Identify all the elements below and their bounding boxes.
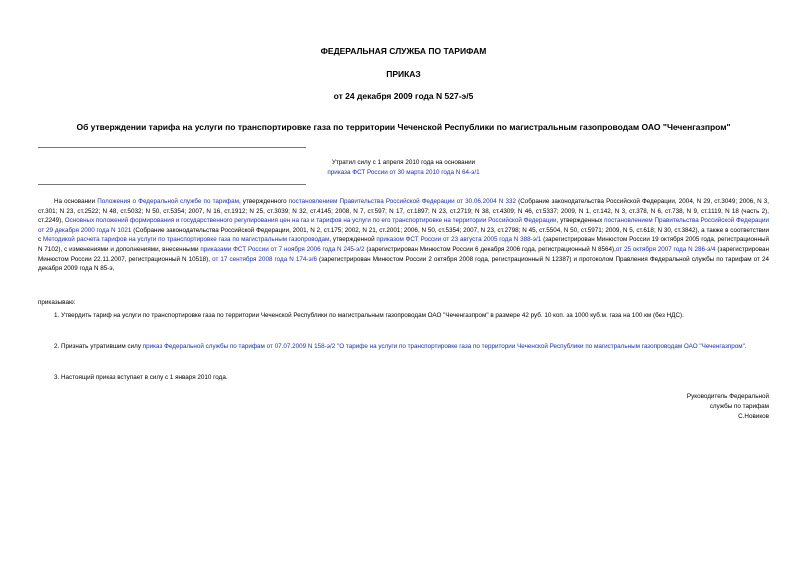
link-government-decree-1021[interactable]: постановлением Правительства Российской Федерации от 29 декабря 2000 года N 1021 bbox=[38, 217, 769, 234]
order-item-1: 1. Утвердить тариф на услуги по транспортировке газа по территории Чеченской Республики по магистральным газопроводам ОАО "Чеченгазпром" в размере 42 руб. 10 коп. за 1000 куб.м. газа на 100 км (без НДС). bbox=[54, 312, 684, 319]
link-government-decree-332[interactable]: постановлением Правительства Российской Федерации от 30.06.2004 N 332 bbox=[288, 198, 516, 205]
signature-position: Руководитель Федеральной bbox=[686, 393, 769, 400]
link-regulation-fst[interactable]: Положения о Федеральной службе по тарифам bbox=[97, 198, 239, 205]
link-order-388[interactable]: приказом ФСТ России от 23 августа 2005 года N 388-э/1 bbox=[376, 236, 542, 244]
preamble-text: , утвержденного bbox=[238, 198, 289, 205]
document-date-heading: от 24 декабря 2009 года N 527-э/5 bbox=[333, 91, 474, 101]
status-note-link[interactable]: приказа ФСТ России от 30 марта 2010 года N 64-э/1 bbox=[327, 169, 480, 176]
issuer-heading: ФЕДЕРАЛЬНАЯ СЛУЖБА ПО ТАРИФАМ bbox=[320, 46, 487, 56]
status-note: Утратил силу с 1 апреля 2010 года на основании bbox=[331, 159, 476, 166]
order-item-2-text: 2. Признать утратившим силу bbox=[54, 343, 143, 350]
order-item-2-text: . bbox=[744, 343, 747, 350]
signature-position-2: службы по тарифам bbox=[709, 403, 769, 410]
divider-bottom bbox=[38, 184, 306, 185]
order-item-3: 3. Настоящий приказ вступает в силу с 1 января 2010 года. bbox=[54, 374, 228, 381]
preamble-text: (зарегистрирован Минюстом России 2 октября 2008 года, регистрационный N 12387) и протоколом Правления Федеральной службы по тарифам от 24 декабря 2009 года N 85-э, bbox=[38, 255, 769, 273]
preamble-text: (зарегистрирован Минюстом России 6 декабря 2006 года, регистрационный N 8564), bbox=[364, 245, 616, 253]
document-kind-heading: ПРИКАЗ bbox=[386, 69, 421, 79]
divider-top bbox=[38, 147, 306, 148]
order-item-2 bbox=[38, 342, 769, 352]
link-order-158[interactable]: приказ Федеральной службы по тарифам от 07.07.2009 N 158-э/2 "О тарифе на услуги по транспортировке газа по территории Чеченской Республики по магистральным газопроводам ОАО "Чеченгазпром" bbox=[142, 343, 745, 350]
link-basic-provisions[interactable]: Основных положений формирования и государственного регулирования цен на газ и тарифов на услуги по его транспортировке на территории Российской Федерации bbox=[64, 217, 557, 225]
link-order-245[interactable]: приказами ФСТ России от 7 ноября 2006 года N 245-э/2 bbox=[200, 245, 365, 253]
preamble-text: (зарегистрирован Минюстом России 19 октября 2005 года, регистрационный N 7102), с изменениями и дополнениями, внесенными bbox=[38, 236, 769, 253]
link-tariff-methodology[interactable]: Методикой расчета тарифов на услуги по транспортировке газа по магистральным газопроводам bbox=[42, 236, 330, 244]
document-title: Об утверждении тарифа на услуги по транспортировке газа по территории Чеченской Республики по магистральным газопроводам ОАО "Чеченгазпром" bbox=[76, 122, 731, 132]
preamble-paragraph bbox=[38, 197, 769, 274]
preamble-text: (зарегистрирован Минюстом России 22.11.2007, регистрационный N 10518), bbox=[38, 245, 770, 263]
signatory-name: С.Новиков bbox=[738, 413, 769, 420]
preamble-text: (Собрание законодательства Российской Федерации, 2001, N 2, ст.175; 2002, N 21, ст.2001; 2006, N 50, ст.5354; 2007, N 23, ст.2798; N 45, ст.5504, N 50, ст.5971; 2009, N 5, ст.618; N 30, ст.3842), а также в соответствии с bbox=[38, 226, 769, 244]
preamble-text: , утвержденных bbox=[556, 217, 605, 225]
preamble-text: На основании bbox=[54, 198, 98, 205]
preamble-text: (Собрание законодательства Российской Федерации, 2004, N 29, ст.3049; 2006, N 3, ст.301; N 23, ст.2522; N 48, ст.5032; N 50, ст.5354; 2007, N 16, ст.1912; N 25, ст.3039; N 32, ст.4145; 2008, N 7, ст.597; N 17, ст.1897; N 23, ст.2719; N 38, ст.4309; N 46, ст.5337; 2009, N 1, ст.142, N 3, ст.378, N 6, ст.738, N 9, ст.1119, N 18 (часть 2), ст.2249), bbox=[38, 198, 770, 225]
ordered-label: приказываю: bbox=[38, 299, 76, 306]
preamble-text: , утвержденной bbox=[329, 236, 377, 244]
link-order-174[interactable]: от 17 сентября 2008 года N 174-э/6 bbox=[212, 255, 317, 263]
link-order-286[interactable]: от 25 октября 2007 года N 286-э/4 bbox=[615, 245, 716, 253]
